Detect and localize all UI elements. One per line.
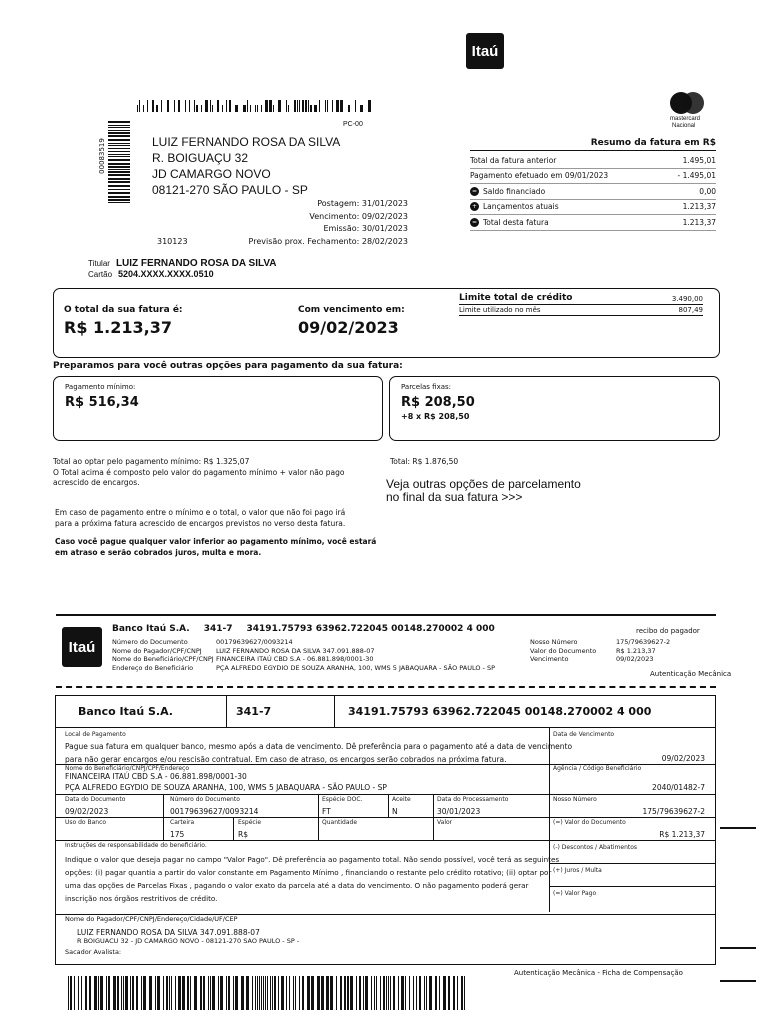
parcelas-sub: +8 x R$ 208,50	[401, 412, 470, 421]
resumo-row	[470, 169, 716, 185]
aceite-label: Aceite	[392, 796, 411, 803]
recibo-row-right-value: R$ 1.213,37	[616, 646, 656, 655]
resumo-row-value: 0,00	[699, 186, 716, 196]
min-payment-value: R$ 516,34	[65, 395, 139, 410]
instrucoes-line2: opções: (i) pagar quantia a partir do valor constante em Pagamento Mínimo , financiando o restante pelo crédito rotativo; (ii) optar por	[65, 868, 552, 877]
local-label: Local de Pagamento	[65, 731, 126, 738]
customer-id: 310123	[157, 237, 188, 246]
beneficiario-line2: PÇA ALFREDO EGYDIO DE SOUZA ARANHA, 100, WMS 5 JABAQUARA - SÃO PAULO - SP	[65, 783, 387, 792]
pc-code: PC-00	[343, 121, 363, 128]
resumo-row	[470, 153, 716, 169]
parcelas-total: Total: R$ 1.876,50	[390, 457, 459, 466]
mastercard-nacional-text: Nacional	[672, 123, 696, 129]
resumo-bullet-icon: =	[471, 187, 478, 195]
resumo-title: Resumo da fatura em R$	[470, 138, 716, 151]
mastercard-text: mastercard	[670, 116, 701, 122]
instrucoes-line4: inscrição nos órgãos restritivos de crédito.	[65, 894, 218, 903]
recibo-bank: Banco Itaú S.A.	[112, 624, 190, 634]
address-name: LUIZ FERNANDO ROSA DA SILVA	[152, 135, 341, 149]
recibo-row-right-label: Nosso Número	[530, 638, 578, 646]
local-line1: Pague sua fatura em qualquer banco, mesmo após a data de vencimento. Dê preferência para o pagamento até a data de vencimento	[65, 742, 573, 751]
nosso-numero-label: Nosso Número	[553, 796, 597, 803]
recibo-row-right-value: 09/02/2023	[616, 655, 654, 663]
vencimento-date: Vencimento: 09/02/2023	[309, 211, 408, 221]
right-mark-1	[720, 827, 756, 829]
vencimento-label: Data de Vencimento	[553, 731, 615, 738]
valor-documento-label: (=) Valor do Documento	[553, 819, 626, 826]
recibo-row-label: Nome do Beneficiário/CPF/CNPJ	[112, 655, 214, 663]
carteira-value: 175	[170, 830, 185, 839]
instrucoes-line3: uma das opções de Parcelas Fixas , pagando o valor exato da parcela até a data do vencimento. O não pagamento poderá gerar	[65, 881, 529, 890]
pagador-line1: LUIZ FERNANDO ROSA DA SILVA 347.091.888-07	[77, 928, 260, 937]
address-block	[152, 134, 340, 198]
recibo-row-value: PÇA ALFREDO EGYDIO DE SOUZA ARANHA, 100, WMS 5 JABAQUARA - SÃO PAULO - SP	[216, 663, 495, 672]
descontos-label: (-) Descontos / Abatimentos	[553, 844, 638, 851]
limite-title: Limite total de crédito	[459, 293, 573, 303]
mastercard-circles-icon	[670, 92, 704, 114]
beneficiario-label: Nome do Beneficiário/CNPJ/CPF/Endereço	[65, 765, 189, 772]
data-processamento-label: Data do Processamento	[437, 796, 509, 803]
resumo-row-value: 1.213,37	[682, 202, 716, 212]
due-date: 09/02/2023	[298, 318, 399, 337]
side-barcode-number: 00083519	[98, 138, 106, 174]
resumo-bullet-icon: +	[471, 203, 478, 211]
veja-line1: Veja outras opções de parcelamento	[386, 477, 581, 491]
recibo-row-right-label: Vencimento	[530, 655, 569, 663]
resumo-row-value: - 1.495,01	[677, 171, 716, 181]
recibo-row-value: 00179639627/0093214	[216, 638, 293, 646]
resumo-row-value: 1.495,01	[682, 155, 716, 165]
data-processamento-value: 30/01/2023	[437, 807, 481, 816]
ficha-compensacao	[55, 695, 716, 965]
agencia-label: Agência / Código Beneficiário	[553, 765, 642, 772]
recibo-row-value: LUIZ FERNANDO ROSA DA SILVA 347.091.888-07	[216, 646, 375, 655]
recibo-row-right-label: Valor do Documento	[530, 646, 597, 655]
ficha-header	[56, 696, 715, 728]
min-total-line3: acrescido de encargos.	[53, 478, 140, 487]
recibo-row-label: Número do Documento	[112, 638, 188, 646]
bottom-barcode	[68, 976, 468, 1010]
valor-pago-label: (=) Valor Pago	[553, 890, 597, 897]
min-total-line2: O Total acima é composto pelo valor do pagamento mínimo + valor não pago	[53, 467, 345, 477]
itau-logo: Itaú	[466, 33, 504, 69]
recibo-top-rule	[56, 614, 716, 616]
parcelas-box	[389, 376, 720, 441]
card-number: 5204.XXXX.XXXX.0510	[118, 269, 214, 279]
ficha-footer: Autenticação Mecânica - Ficha de Compensação	[514, 969, 683, 977]
limite-panel	[459, 293, 703, 316]
resumo-row	[470, 184, 716, 200]
total-amount: R$ 1.213,37	[64, 318, 172, 337]
aceite-value: N	[392, 807, 398, 816]
data-documento-value: 09/02/2023	[65, 807, 109, 816]
recibo-row-label: Nome do Pagador/CPF/CNPJ	[112, 646, 202, 655]
titular-label: Titular	[88, 259, 110, 268]
resumo-row-value: 1.213,37	[682, 217, 716, 227]
instrucoes-label: Instruções de responsabilidade do beneficiário.	[65, 842, 207, 849]
data-documento-label: Data do Documento	[65, 796, 126, 803]
pagamento-notes	[55, 508, 376, 558]
right-mark-2	[720, 947, 756, 949]
min-payment-box	[53, 376, 383, 441]
instrucoes-text	[65, 853, 560, 905]
itau-logo-recibo: Itaú	[62, 627, 102, 667]
ficha-line: 34191.75793 63962.722045 00148.270002 4 000	[348, 705, 652, 718]
min-total-notes	[53, 457, 344, 489]
especie-doc-value: FT	[322, 807, 331, 816]
limite-used-label: Limite utilizado no mês	[459, 306, 541, 314]
cut-line	[56, 686, 716, 688]
pagador-label: Nome do Pagador/CPF/CNPJ/Endereço/Cidade/UF/CEP	[65, 915, 238, 923]
juros-label: (+) Juros / Multa	[553, 867, 602, 874]
resumo-row-label: Total da fatura anterior	[470, 155, 557, 165]
agencia-value: 2040/01482-7	[652, 783, 705, 792]
cartao-label: Cartão	[88, 270, 113, 279]
min-total-line1: Total ao optar pelo pagamento mínimo: R$ 1.325,07	[53, 457, 250, 466]
vencimento-value: 09/02/2023	[661, 754, 705, 763]
recibo-code: 341-7	[203, 624, 233, 634]
min-payment-label: Pagamento mínimo:	[65, 383, 136, 391]
address-district: JD CAMARGO NOVO	[152, 167, 271, 181]
resumo-row-label: Lançamentos atuais	[483, 202, 559, 212]
recibo-row	[112, 638, 732, 647]
instrucoes-line1: Indique o valor que deseja pagar no campo "Valor Pago". Dê preferência ao pagamento total. Não sendo possível, você terá as seguintes	[65, 855, 560, 864]
recibo-row	[112, 664, 732, 673]
previsao-date: Previsão prox. Fechamento: 28/02/2023	[248, 236, 408, 246]
especie-label: Espécie	[238, 819, 262, 826]
valor-documento-value: R$ 1.213,37	[659, 830, 705, 839]
resumo-row	[470, 200, 716, 216]
note2-line2: em atraso e serão cobrados juros, multa e mora.	[55, 547, 262, 557]
pagador-line2: R BOIGUACU 32 - JD CAMARGO NOVO - 08121-270 SAO PAULO - SP -	[77, 937, 300, 945]
address-city: 08121-270 SÃO PAULO - SP	[152, 183, 308, 197]
resumo-row-label: Saldo financiado	[483, 186, 546, 196]
especie-doc-label: Espécie DOC.	[322, 796, 363, 803]
valor-label: Valor	[437, 819, 453, 826]
resumo-rows	[470, 153, 716, 231]
recibo-row	[112, 655, 732, 664]
resumo-row-label: Pagamento efetuado em 09/01/2023	[470, 171, 609, 181]
address-street: R. BOIGUAÇU 32	[152, 151, 249, 165]
titular-name: LUIZ FERNANDO ROSA DA SILVA	[115, 258, 277, 269]
uso-banco-label: Uso do Banco	[65, 819, 107, 826]
resumo-row-label: Total desta fatura	[483, 217, 549, 227]
due-label: Com vencimento em:	[298, 305, 405, 315]
top-barcode	[137, 100, 374, 112]
carteira-label: Carteira	[170, 819, 195, 826]
resumo-bullet-icon: =	[471, 218, 478, 226]
total-box	[53, 288, 720, 358]
titular-block	[88, 258, 277, 279]
mastercard-logo	[670, 92, 720, 138]
dates-block	[249, 198, 408, 248]
ficha-bank: Banco Itaú S.A.	[78, 705, 173, 718]
recibo-row-label: Endereço do Beneficiário	[112, 663, 194, 672]
emissao-date: Emissão: 30/01/2023	[323, 224, 408, 233]
quantidade-label: Quantidade	[322, 819, 358, 826]
recibo-row-right-label	[530, 664, 616, 673]
recibo-rows	[112, 638, 732, 672]
note1-line1: Em caso de pagamento entre o mínimo e o total, o valor que não foi pago irá	[55, 508, 346, 517]
total-label: O total da sua fatura é:	[64, 305, 183, 315]
resumo-row	[470, 215, 716, 231]
recibo-row	[112, 647, 732, 656]
resumo-panel	[470, 138, 716, 231]
numero-documento-label: Número do Documento	[170, 796, 240, 803]
veja-line2: no final da sua fatura >>>	[386, 490, 523, 504]
ficha-code: 341-7	[236, 705, 272, 718]
limite-total-value: 3.490,00	[671, 295, 703, 303]
sacador-label: Sacador Avalista:	[65, 948, 122, 956]
postagem-date: Postagem: 31/01/2023	[317, 199, 408, 208]
limite-used-value: 807,49	[678, 306, 703, 314]
numero-documento-value: 00179639627/0093214	[170, 807, 259, 816]
recibo-row-right-value: 175/79639627-2	[616, 638, 671, 646]
recibo-line: 34191.75793 63962.722045 00148.270002 4 000	[246, 624, 495, 634]
recibo-label: recibo do pagador	[636, 627, 700, 635]
local-line2: para não gerar encargos e/ou rescisão contratual. Em caso de atraso, os encargos serão cobrados na próxima fatura.	[65, 755, 507, 764]
beneficiario-line1: FINANCEIRA ITAÚ CBD S.A - 06.881.898/0001-30	[65, 772, 247, 781]
nosso-numero-value: 175/79639627-2	[642, 807, 705, 816]
recibo-header	[112, 624, 495, 634]
parcelas-value: R$ 208,50	[401, 395, 475, 410]
note1-line2: para a próxima fatura acrescido de encargos previstos no verso desta fatura.	[55, 518, 346, 528]
recibo-row-value: FINANCEIRA ITAÚ CBD S.A - 06.881.898/0001-30	[216, 655, 374, 663]
note2-line1: Caso você pague qualquer valor inferior ao pagamento mínimo, você estará	[55, 537, 377, 546]
especie-value: R$	[238, 830, 248, 839]
parcelas-label: Parcelas fixas:	[401, 383, 452, 391]
side-barcode	[108, 121, 130, 206]
recibo-autenticacao: Autenticação Mecânica	[650, 670, 732, 678]
veja-parcelamento-link[interactable]	[386, 478, 581, 504]
right-mark-3	[720, 980, 756, 982]
options-heading: Preparamos para você outras opções para pagamento da sua fatura:	[53, 361, 403, 371]
